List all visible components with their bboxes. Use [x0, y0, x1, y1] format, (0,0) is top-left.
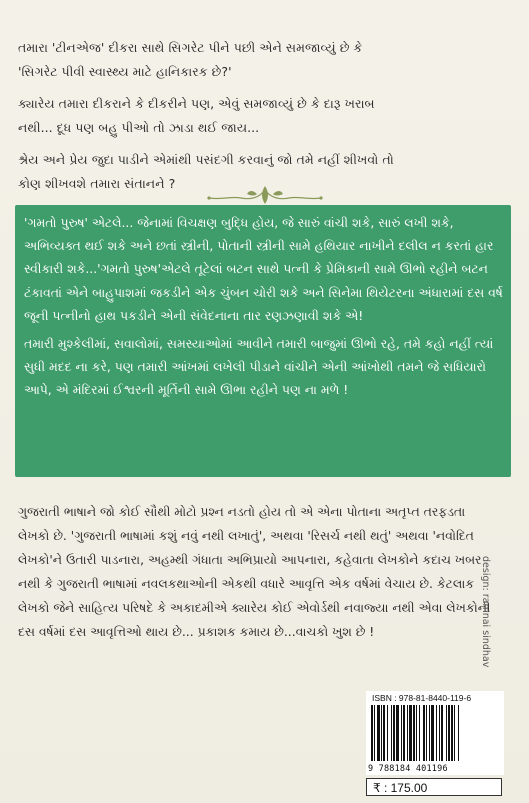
highlight-paragraph-2: તમારી મુશ્કેલીમાં, સવાલોમાં, સમસ્યાઓમાં આવીને તમારી બાજુમાં ઊભો રહે, તમે કહો નહીં ત્યાં સુધી મદદ ના કરે, પણ તમારી આંખમાં લખેલી પીડાને વાંચીને એની આંખોથી તમને જે સધિયારો આપે, એ મંદિરમાં ઈશ્વરની મૂર્તિની સામે ઊભા રહીને પણ ના મળે ! [24, 336, 494, 398]
price-label: ₹ : 175.00 [366, 778, 502, 796]
intro-paragraph-2 [18, 92, 498, 140]
highlight-text-block [24, 211, 504, 407]
design-credit: design: ramnai sindhav [480, 556, 491, 668]
isbn-number: ISBN : 978-81-8440-119-6 [372, 693, 472, 703]
intro-line: તમારા 'ટીનએજ' દીકરા સાથે સિગરેટ પીને પછી એને સમજાવ્યું છે કે [18, 40, 363, 55]
commentary-paragraph: ગુજરાતી ભાષાને જો કોઈ સૌથી મોટો પ્રશ્ન નડતો હોય તો એ એના પોતાના અતૃપ્ત તરફડતા લેખકો છે. 'ગુજરાતી ભાષામાં કશું નવું નથી લખાતું', અથવા 'રિસર્ચ નથી થતું' અથવા 'નવોદિત લેખકો'ને ઉતારી પાડનારા, અહમ્થી ગંધાતા અભિપ્રાયો આપનારા, કહેવાતા લેખકોને કદાચ ખબર નથી કે ગુજરાતી ભાષામાં નવલકથાઓની એકથી વધારે આવૃત્તિ એક વર્ષમાં વેચાય છે. કેટલાક લેખકો જેને સાહિત્ય પરિષદે કે અકાદમીએ ક્યારેય કોઈ એવોર્ડથી નવાજ્યા નથી એવા લેખકોની દસ વર્ષમાં દસ આવૃત્તિઓ થાય છે... પ્રકાશક કમાય છે...વાચકો ખુશ છે ! [18, 504, 491, 639]
intro-line: શ્રેય અને પ્રેય જુદા પાડીને એમાંથી પસંદગી કરવાનું જો તમે નહીં શીખવો તો [18, 152, 394, 167]
intro-line: નથી... દૂધ પણ બહુ પીઓ તો ઝાડા થઈ જાય... [18, 120, 260, 135]
intro-paragraph-1 [18, 36, 498, 84]
highlight-paragraph-1: 'ગમતો પુરુષ' એટલે... જેનામાં વિચક્ષણ બુદ્ધિ હોય, જે સારું વાંચી શકે, સારું લખી શકે, અભિવ્યક્ત થઈ શકે અને છતાં સ્ત્રીની, પોતાની સ્ત્રીની સામે હથિયાર નાખીને દલીલ ન કરતાં હાર સ્વીકારી શકે...'ગમતો પુરુષ'એટલે તૂટેલાં બટન સાથે પત્ની કે પ્રેમિકાની સામે ઊભો રહીને બટન ટંકાવતાં એને બાહુપાશમાં જકડીને એક ચુંબન ચોરી શકે અને સિનેમા થિયેટરના અંધારામાં દસ વર્ષ જૂની પત્નીનો હાથ પકડીને એની સંવેદનાના તાર રણઝણાવી શકે એ! [24, 215, 503, 323]
barcode-digits: 9 788184 401196 [368, 764, 448, 774]
intro-text-block [18, 36, 498, 204]
intro-line: 'સિગરેટ પીવી સ્વાસ્થ્ય માટે હાનિકારક છે?' [18, 64, 232, 79]
barcode-icon [370, 705, 498, 763]
intro-line: ક્યારેય તમારા દીકરાને કે દીકરીને પણ, એવું સમજાવ્યું છે કે દારૂ ખરાબ [18, 96, 375, 111]
intro-line: કોણ શીખવશે તમારા સંતાનને ? [18, 176, 176, 191]
